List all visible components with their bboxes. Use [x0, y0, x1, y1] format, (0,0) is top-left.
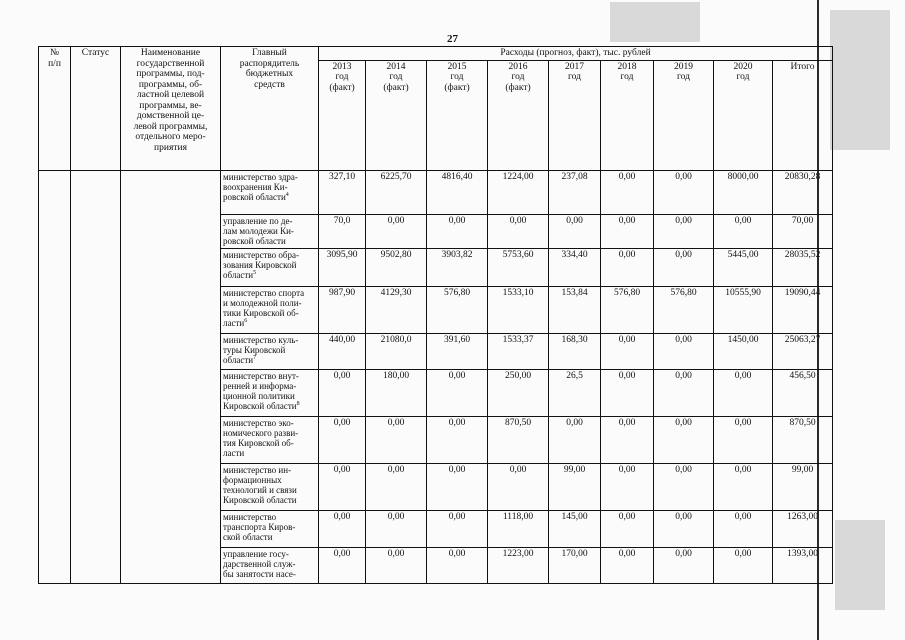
page-number: 27 — [447, 33, 458, 45]
col-header-num: № п/п — [39, 47, 71, 171]
value-cell: 99,00 — [549, 463, 601, 510]
value-cell: 0,00 — [714, 369, 773, 416]
value-cell: 0,00 — [319, 510, 366, 547]
value-cell: 987,90 — [319, 286, 366, 333]
value-cell: 576,80 — [654, 286, 714, 333]
value-cell: 391,60 — [427, 333, 488, 369]
year-header-2018: 2018 год — [601, 60, 654, 170]
total-cell: 870,50 — [773, 416, 833, 463]
responsible-cell — [221, 510, 319, 547]
total-cell: 99,00 — [773, 463, 833, 510]
value-cell: 0,00 — [488, 214, 549, 248]
value-cell: 1450,00 — [714, 333, 773, 369]
value-cell: 0,00 — [601, 170, 654, 214]
value-cell: 21080,0 — [366, 333, 427, 369]
year-header-2020: 2020 год — [714, 60, 773, 170]
responsible-cell — [221, 463, 319, 510]
responsible-text: министерство обра- зования Кировской области — [223, 249, 300, 280]
value-cell: 334,40 — [549, 248, 601, 286]
col-header-program-name: Наименование государственной программы, под- программы, об- ластной целевой программы, ве- домственной це- левой программы, отдельного меро- приятия — [121, 47, 221, 171]
value-cell: 0,00 — [714, 510, 773, 547]
value-cell: 0,00 — [549, 214, 601, 248]
value-cell: 870,50 — [488, 416, 549, 463]
value-cell: 0,00 — [654, 463, 714, 510]
value-cell: 0,00 — [366, 416, 427, 463]
value-cell: 1533,10 — [488, 286, 549, 333]
responsible-text: министерство здра- воохранения Ки- ровской области — [223, 171, 298, 202]
responsible-text: министерство куль- туры Кировской области — [223, 334, 299, 365]
total-cell: 456,50 — [773, 369, 833, 416]
col-header-expenses: Расходы (прогноз, факт), тыс. рублей — [319, 47, 833, 61]
value-cell: 0,00 — [427, 547, 488, 583]
footnote-marker: 5 — [253, 269, 257, 276]
responsible-text: министерство транспорта Киров- ской области — [223, 511, 296, 542]
value-cell: 0,00 — [427, 463, 488, 510]
value-cell: 0,00 — [654, 416, 714, 463]
program-name-cell — [121, 170, 221, 583]
responsible-text: управление госу- дарственной служ- бы занятости насе- — [223, 548, 296, 579]
responsible-cell — [221, 333, 319, 369]
responsible-cell — [221, 547, 319, 583]
value-cell: 153,84 — [549, 286, 601, 333]
value-cell: 0,00 — [601, 463, 654, 510]
value-cell: 0,00 — [549, 416, 601, 463]
total-cell: 20830,28 — [773, 170, 833, 214]
value-cell: 0,00 — [319, 463, 366, 510]
value-cell: 0,00 — [714, 547, 773, 583]
year-header-2014: 2014 год (факт) — [366, 60, 427, 170]
value-cell: 10555,90 — [714, 286, 773, 333]
value-cell: 4129,30 — [366, 286, 427, 333]
value-cell: 5445,00 — [714, 248, 773, 286]
value-cell: 0,00 — [427, 369, 488, 416]
responsible-cell — [221, 214, 319, 248]
value-cell: 0,00 — [601, 248, 654, 286]
value-cell: 0,00 — [654, 547, 714, 583]
value-cell: 5753,60 — [488, 248, 549, 286]
responsible-text: министерство ин- формационных технологий и связи Кировской области — [223, 464, 297, 505]
value-cell: 0,00 — [714, 463, 773, 510]
total-cell: 1393,00 — [773, 547, 833, 583]
year-header-2015: 2015 год (факт) — [427, 60, 488, 170]
total-header: Итого — [773, 60, 833, 170]
value-cell: 0,00 — [319, 547, 366, 583]
value-cell: 70,0 — [319, 214, 366, 248]
year-header-2019: 2019 год — [654, 60, 714, 170]
scan-noise — [610, 2, 700, 42]
responsible-text: министерство внут- ренней и информа- ционной политики Кировской области — [223, 370, 299, 411]
value-cell: 0,00 — [714, 416, 773, 463]
value-cell: 0,00 — [654, 170, 714, 214]
responsible-cell — [221, 416, 319, 463]
value-cell: 1224,00 — [488, 170, 549, 214]
value-cell: 0,00 — [654, 214, 714, 248]
value-cell: 9502,80 — [366, 248, 427, 286]
value-cell: 0,00 — [654, 248, 714, 286]
responsible-cell — [221, 369, 319, 416]
value-cell: 1118,00 — [488, 510, 549, 547]
value-cell: 3903,82 — [427, 248, 488, 286]
value-cell: 237,08 — [549, 170, 601, 214]
table-body — [39, 170, 833, 583]
total-cell: 28035,52 — [773, 248, 833, 286]
value-cell: 6225,70 — [366, 170, 427, 214]
total-cell: 19090,44 — [773, 286, 833, 333]
value-cell: 0,00 — [319, 416, 366, 463]
col-header-status: Статус — [71, 47, 121, 171]
value-cell: 0,00 — [601, 416, 654, 463]
value-cell: 327,10 — [319, 170, 366, 214]
year-header-2016: 2016 год (факт) — [488, 60, 549, 170]
total-cell: 1263,00 — [773, 510, 833, 547]
total-cell: 70,00 — [773, 214, 833, 248]
value-cell: 0,00 — [488, 463, 549, 510]
value-cell: 576,80 — [427, 286, 488, 333]
value-cell: 170,00 — [549, 547, 601, 583]
year-header-2017: 2017 год — [549, 60, 601, 170]
value-cell: 3095,90 — [319, 248, 366, 286]
value-cell: 0,00 — [319, 369, 366, 416]
footnote-marker: 4 — [285, 191, 289, 198]
value-cell: 0,00 — [366, 510, 427, 547]
value-cell: 0,00 — [601, 369, 654, 416]
value-cell: 0,00 — [601, 547, 654, 583]
value-cell: 0,00 — [427, 416, 488, 463]
value-cell: 0,00 — [601, 510, 654, 547]
col-header-main-responsible: Главный распорядитель бюджетных средств — [221, 47, 319, 171]
responsible-cell — [221, 248, 319, 286]
value-cell: 0,00 — [366, 214, 427, 248]
value-cell: 145,00 — [549, 510, 601, 547]
value-cell: 0,00 — [427, 214, 488, 248]
value-cell: 440,00 — [319, 333, 366, 369]
responsible-cell — [221, 170, 319, 214]
year-header-2013: 2013 год (факт) — [319, 60, 366, 170]
value-cell: 168,30 — [549, 333, 601, 369]
value-cell: 0,00 — [366, 547, 427, 583]
expenses-table — [38, 46, 833, 584]
value-cell: 26,5 — [549, 369, 601, 416]
value-cell: 0,00 — [601, 214, 654, 248]
value-cell: 250,00 — [488, 369, 549, 416]
scan-noise — [830, 10, 890, 150]
value-cell: 1533,37 — [488, 333, 549, 369]
value-cell: 0,00 — [714, 214, 773, 248]
responsible-text: министерство эко- номического разви- тия Кировской об- ласти — [223, 417, 299, 458]
responsible-text: управление по де- лам молодежи Ки- ровской области — [223, 215, 294, 246]
value-cell: 0,00 — [654, 333, 714, 369]
table-row — [39, 170, 833, 214]
status-cell — [71, 170, 121, 583]
responsible-text: министерство спорта и молодежной поли- тики Кировской об- ласти — [223, 287, 305, 328]
value-cell: 576,80 — [601, 286, 654, 333]
value-cell: 0,00 — [427, 510, 488, 547]
footnote-marker: 6 — [244, 317, 248, 324]
footnote-marker: 8 — [296, 400, 300, 407]
total-cell: 25063,27 — [773, 333, 833, 369]
responsible-cell — [221, 286, 319, 333]
value-cell: 1223,00 — [488, 547, 549, 583]
value-cell: 0,00 — [654, 369, 714, 416]
value-cell: 4816,40 — [427, 170, 488, 214]
scan-noise — [835, 520, 885, 610]
value-cell: 0,00 — [366, 463, 427, 510]
value-cell: 8000,00 — [714, 170, 773, 214]
num-cell — [39, 170, 71, 583]
footnote-marker: 7 — [253, 354, 257, 361]
value-cell: 0,00 — [654, 510, 714, 547]
value-cell: 0,00 — [601, 333, 654, 369]
value-cell: 180,00 — [366, 369, 427, 416]
